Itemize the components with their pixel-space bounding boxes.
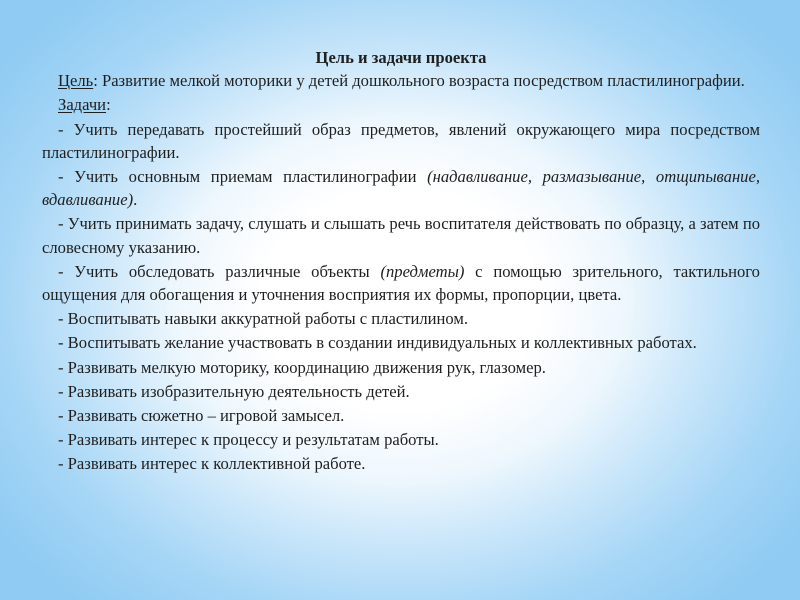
- task-item-9: - Развивать сюжетно – игровой замысел.: [58, 406, 345, 426]
- slide-title: Цель и задачи проекта: [315, 48, 487, 67]
- task-item-2-end: .: [133, 190, 138, 210]
- task-item-8: - Развивать изобразительную деятельность детей.: [58, 381, 410, 401]
- task-item-4-italic: (предметы): [380, 261, 465, 281]
- goal-text: : Развитие мелкой моторики у детей дошкольного возраста посредством пластилинографии.: [93, 71, 745, 91]
- task-item-3: - Учить принимать задачу, слушать и слышать речь воспитателя действовать по образцу, а затем по словесному указанию.: [42, 214, 760, 257]
- task-item-7: - Развивать мелкую моторику, координацию движения рук, глазомер.: [58, 357, 546, 377]
- task-item-4: [42, 260, 760, 306]
- task-item-2: [42, 165, 760, 211]
- task-item-2-italic: (надавливание, размазывание, отщипывание, вдавливание): [42, 167, 760, 210]
- task-item-10: - Развивать интерес к процессу и результатам работы.: [58, 430, 439, 450]
- tasks-heading: [42, 93, 760, 116]
- tasks-colon: :: [106, 95, 111, 115]
- task-item-11: - Развивать интерес к коллективной работе.: [58, 454, 366, 474]
- task-item-4-end: с помощью зрительного, тактильного ощущения для обогащения и уточнения восприятия их формы, пропорции, цвета.: [42, 261, 760, 305]
- task-item-1: - Учить передавать простейший образ предметов, явлений окружающего мира посредством пластилинографии.: [42, 119, 760, 162]
- task-item-5: - Воспитывать навыки аккуратной работы с пластилином.: [58, 309, 468, 329]
- task-item-4-text: - Учить обследовать различные объекты: [58, 261, 381, 281]
- slide-content: [42, 46, 760, 477]
- goal-label: Цель: [58, 71, 94, 91]
- tasks-label: Задачи: [58, 95, 107, 115]
- goal-paragraph: [42, 69, 760, 92]
- task-item-2-text: - Учить основным приемам пластилинографии: [58, 167, 428, 187]
- task-item-6: - Воспитывать желание участвовать в создании индивидуальных и коллективных работах.: [58, 333, 697, 353]
